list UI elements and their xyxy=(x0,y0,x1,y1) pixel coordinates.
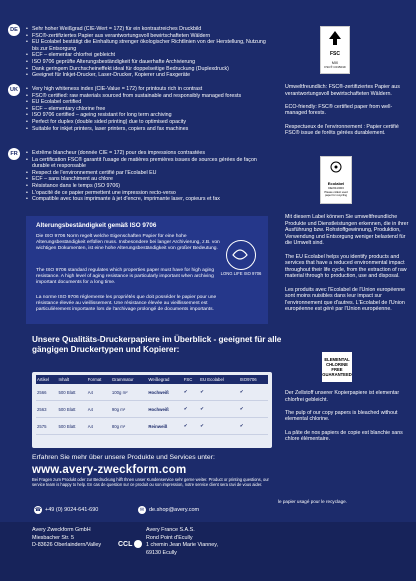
phone-icon: ☎ xyxy=(34,507,42,513)
service-note: Bei Fragen zum Produkt oder zur Bedruckung hilft Ihnen unser Kundenservice sehr gerne weiter. Product or printing questions, our service team is happy to help. En cas de question sur ce produit ou son impression, notre service client sera ravi de vous aider. xyxy=(32,477,269,487)
ecolabel-flower-icon xyxy=(321,160,351,181)
ecolabel-logo xyxy=(320,156,352,204)
address-fr: Avery France S.A.S. Rond Point d'Ecully 1 chemin Jean Marie Vianney, 69130 Ecully xyxy=(146,527,219,556)
ecf-logo: ELEMENTAL CHLORINE FREE GUARANTEED xyxy=(322,352,352,382)
table-row xyxy=(36,418,268,435)
bullet-item: • L'opacité de ce papier permettent une impression recto-verso xyxy=(26,190,266,197)
table-cell: Reinweiß xyxy=(147,418,182,435)
table-cell: A4 xyxy=(87,418,111,435)
iso-text-en: The ISO 9706 standard regulates which properties paper must have for high aging resistance. A high level of aging resistance is particularly important when archiving important documents for a long time. xyxy=(36,268,215,285)
table-cell: 500 Blatt xyxy=(58,384,87,401)
table-header-cell: Inhalt xyxy=(58,375,87,384)
table-cell: 90g m² xyxy=(111,401,148,418)
table-cell: ✔ xyxy=(239,418,268,435)
ecolabel-name: Ecolabel xyxy=(327,181,345,186)
table-cell: 2575 xyxy=(36,418,58,435)
bullets-uk xyxy=(26,86,266,132)
address-de: Avery Zweckform GmbH Miesbacher Str. 5 D-83626 Oberlaindern/Valley xyxy=(32,527,102,548)
bullet-item: • Dank geringem Durchscheineffekt ideal für doppelseitige Bedruckung (Duplexdruck) xyxy=(26,66,266,73)
email-address: de.shop@avery.com xyxy=(149,507,200,513)
table-cell: Hochweiß xyxy=(147,384,182,401)
bullet-item: • ECF – elementary chlorine free xyxy=(26,106,266,113)
table-header-cell: Weißegrad xyxy=(147,375,182,384)
table-cell: Hochweiß xyxy=(147,401,182,418)
iso-text-de: Die ISO 9706 Norm regelt welche Eigenschaften Papier für eine hohe Alterungsbeständigkeit erfüllen muss. Insbesondere bei langer Archivierung, z.B. von wichtigen Dokumenten, ist eine hohe Alterungsbeständigkeit von großer Bedeutung. xyxy=(36,234,220,251)
bullet-item: • ECF – sans blanchiment au chlore xyxy=(26,176,266,183)
bullet-item: • La certification FSC® garantit l'usage de matières premières issues de sources gérées de façon durable et responsable xyxy=(26,157,266,170)
table-cell: ✔ xyxy=(199,401,239,418)
bullet-item: • Very high whiteness index (CIE-Value = 172) for printouts rich in contrast xyxy=(26,86,266,93)
recycle-note: le papier usagé pour le recyclage. xyxy=(278,499,347,504)
table-cell: ✔ xyxy=(199,384,239,401)
table-header-cell: Format xyxy=(87,375,111,384)
table-cell: A4 xyxy=(87,401,111,418)
table-header-cell: Artikel xyxy=(36,375,58,384)
ecolabel-code: DE/011/003 xyxy=(328,186,344,190)
bullet-item: • EU Ecolabel bestätigt die Einhaltung strenger ökologischer Richtlinien von der Herstellung, Nutzung bis zur Entsorgung xyxy=(26,39,266,52)
bullet-item: • ISO 9706 geprüfte Alterungsbeständigkeit für dauerhafte Archivierung xyxy=(26,59,266,66)
bullet-item: • FSC®-zertifiziertes Papier aus verantwortungsvoll bewirtschafteten Wäldern xyxy=(26,33,266,40)
table-cell: A4 xyxy=(87,384,111,401)
bullet-item: • Compatible avec tous imprimante à jet d'encre, imprimante laser, copieurs et fax xyxy=(26,196,266,203)
long-life-label: LONG LIFE ISO 9706 xyxy=(220,271,262,276)
iso-title: Alterungsbeständigkeit gemäß ISO 9706 xyxy=(36,222,157,229)
long-life-icon xyxy=(226,240,256,270)
iso-text-fr: La norme ISO 9706 réglemente les propriétés que doit posséder le papier pour une résistance élevée au vieillissement. Une résistance élevée au vieillissement est particulièrement importante lors de l'archivage prolongé de documents importants. xyxy=(36,295,217,312)
table-cell: 2566 xyxy=(36,384,58,401)
flag-fr-icon: FR xyxy=(8,148,20,160)
product-table xyxy=(36,375,268,435)
bullet-item: • ISO 9706 certified – ageing resistant for long term archiving xyxy=(26,112,266,119)
bullets-fr xyxy=(26,150,266,203)
fsc-mix: MIX xyxy=(331,61,339,65)
table-cell: ✔ xyxy=(183,418,199,435)
table-header-cell: ISO9706 xyxy=(239,375,268,384)
table-cell: ✔ xyxy=(239,384,268,401)
bullet-item: • EU Ecolabel certified xyxy=(26,99,266,106)
fsc-text: Umweltfreundlich: FSC®-zertifiziertes Papier aus verantwortungsvoll bewirtschafteten Wäldern. ECO-friendly: FSC® certified paper from well-managed forests. Respectueux de l'environnement : Papier certifié FSC® issue de forêts gérées durablement. xyxy=(285,84,400,137)
table-cell: ✔ xyxy=(199,418,239,435)
ecf-text: Der Zellstoff unserer Kopierpapiere ist elementar chlorfrei gebleicht. The pulp of our copy papers is bleached without elemental chlorine. La pâte de nos papiers de copie est blanchie sans chlore élémentaire. xyxy=(285,390,403,443)
ecolabel-text: Mit diesem Label können Sie umweltfreundliche Produkte und Dienstleistungen erkennen, die in ihrer Ausführung bzw. Rohstoffgewinnung, Produktion, Verwendung und Entsorgung weniger belastend für die Umwelt sind. The EU Ecolabel helps you identify products and services that have a reduced environmental impact throughout their life cycle, from the extraction of raw material through to production, use and disposal. Les produits avec l'Ecolabel de l'Union européenne sont moins nuisibles dans leur impact sur l'environnement que d'autres. L'Ecolabel de l'Union européenne est géré par l'Union européenne. xyxy=(285,214,409,313)
bullet-item: • Sehr hoher Weißgrad (CIE-Wert = 172) für ein kontrastreiches Druckbild xyxy=(26,26,266,33)
table-header-cell: Grammatur xyxy=(111,375,148,384)
ccl-circle-icon xyxy=(134,540,142,548)
bullet-item: • Perfect for duplex (double sided printing) due to optimised opacity xyxy=(26,119,266,126)
bullet-item: • FSC® certified: raw materials sourced from sustainable and responsibly managed forests xyxy=(26,93,266,100)
email-icon: ✉ xyxy=(139,507,145,513)
table-cell: ✔ xyxy=(183,384,199,401)
cta-text: Erfahren Sie mehr über unsere Produkte und Services unter: xyxy=(32,454,215,461)
website-link[interactable]: www.avery-zweckform.com xyxy=(32,464,187,476)
ccl-logo xyxy=(118,540,142,548)
table-cell: 500 Blatt xyxy=(58,401,87,418)
ecolabel-caption: Please collect used paper for recycling xyxy=(324,191,348,197)
table-header-cell: FSC xyxy=(183,375,199,384)
table-cell: 100g m² xyxy=(111,384,148,401)
flag-de-icon: DE xyxy=(8,24,20,36)
overview-title: Unsere Qualitäts-Druckerpapiere im Überblick - geeignet für alle gängigen Druckertypen und Kopierer: xyxy=(32,335,282,354)
bullet-item: • Suitable for inkjet printers, laser printers, copiers and fax machines xyxy=(26,126,266,133)
table-cell: 80g m² xyxy=(111,418,148,435)
table-header-cell: EU Ecolabel xyxy=(199,375,239,384)
bullet-item: • ECF – elementar chlorfrei gebleicht xyxy=(26,52,266,59)
bullet-item: • Extrême blancheur (donnée CIE = 172) pour des impressions contrastées xyxy=(26,150,266,157)
table-row xyxy=(36,401,268,418)
bullet-item: • Geeignet für Inkjet-Drucker, Laser-Drucker, Kopierer und Faxgeräte xyxy=(26,72,266,79)
table-header-row xyxy=(36,375,268,384)
fsc-logo xyxy=(320,26,350,74)
flag-uk-icon: UK xyxy=(8,84,20,96)
fsc-code: FSC® C015019 xyxy=(324,65,346,69)
table-cell: ✔ xyxy=(239,401,268,418)
phone-contact[interactable] xyxy=(34,506,98,514)
fsc-tree-icon xyxy=(321,30,349,51)
table-cell: 2563 xyxy=(36,401,58,418)
bullets-de xyxy=(26,26,266,79)
ccl-label: CCL xyxy=(118,540,133,548)
fsc-mark: FSC xyxy=(330,51,340,57)
bullet-item: • Résistance dans le temps (ISO 9706) xyxy=(26,183,266,190)
table-cell: 500 Blatt xyxy=(58,418,87,435)
phone-number: +49 (0) 9024-641-690 xyxy=(45,507,99,513)
table-row xyxy=(36,384,268,401)
email-contact[interactable] xyxy=(138,506,199,514)
bullet-item: • Respect de l'environnement certifié par l'Ecolabel EU xyxy=(26,170,266,177)
table-cell: ✔ xyxy=(183,401,199,418)
